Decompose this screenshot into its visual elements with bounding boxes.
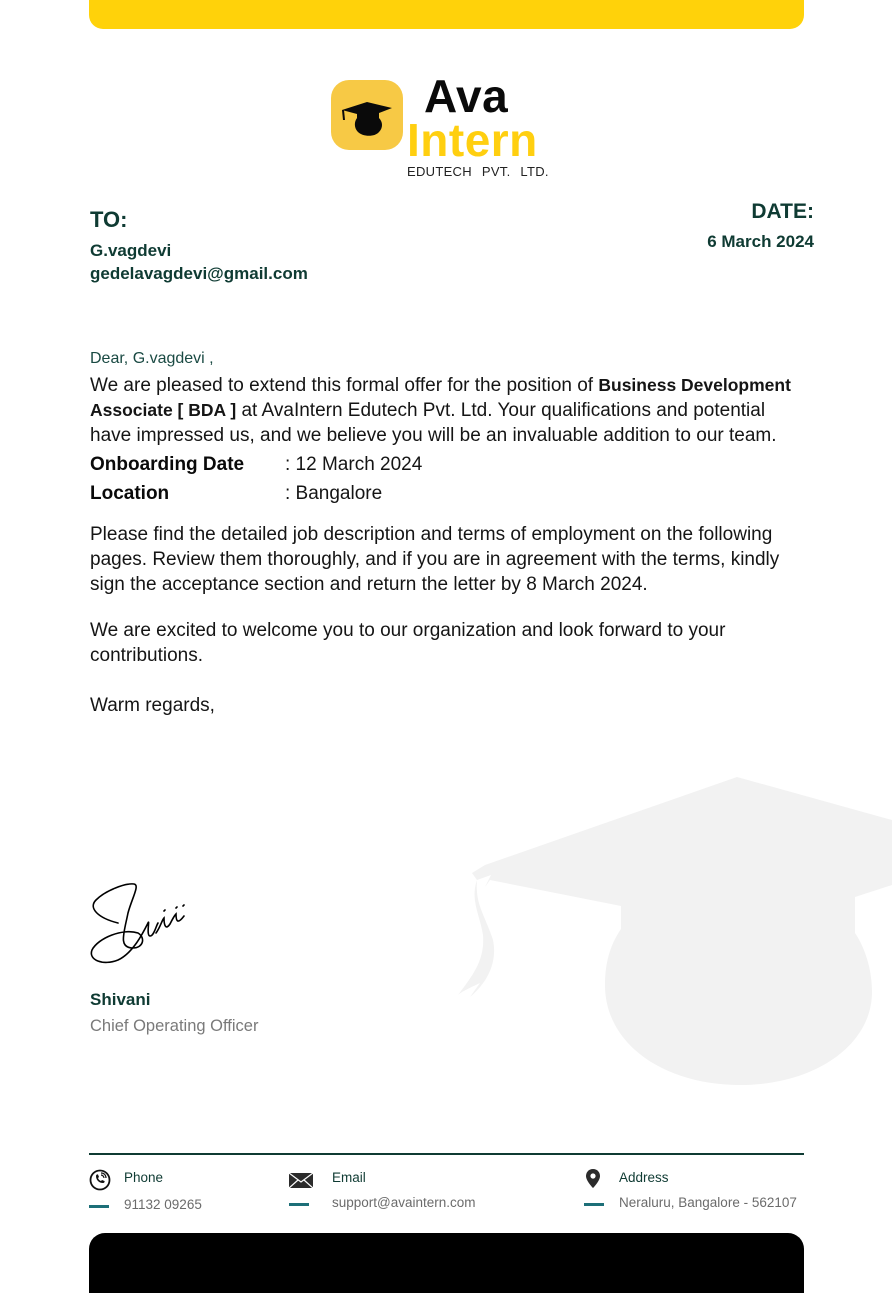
footer-divider — [89, 1153, 804, 1155]
graduation-cap-icon — [331, 80, 403, 150]
phone-number[interactable]: 91132 09265 — [124, 1197, 202, 1212]
detail-value: : Bangalore — [285, 483, 383, 504]
location-pin-icon — [584, 1167, 608, 1191]
welcome-paragraph: We are excited to welcome you to our organization and look forward to your contributions. — [90, 620, 726, 666]
signatory-block — [90, 990, 258, 1036]
signature-image — [88, 878, 192, 968]
intro-text-after: at AvaIntern Edutech Pvt. Ltd. Your qualifications and potential have impressed us, and we believe you will be an invaluable addition to our team. — [90, 400, 777, 446]
logo-text-ava: Ava — [424, 70, 509, 122]
signatory-title: Chief Operating Officer — [90, 1017, 259, 1035]
terms-paragraph: Please find the detailed job description and terms of employment on the following pages. Review them thoroughly, and if you are in agreement with the terms, kindly sign the acceptance section and return the letter by 8 March 2024. — [90, 524, 780, 595]
contact-label: Email — [332, 1170, 366, 1185]
mail-icon — [289, 1169, 313, 1193]
contact-dash — [89, 1205, 109, 1208]
intro-text-before: We are pleased to extend this formal offer for the position of — [90, 375, 599, 396]
date-label: DATE: — [751, 200, 814, 223]
detail-value: : 12 March 2024 — [285, 454, 423, 475]
detail-label: Location — [90, 483, 170, 504]
contact-dash — [584, 1203, 604, 1206]
detail-label: Onboarding Date — [90, 454, 245, 475]
bottom-accent-bar — [89, 1233, 804, 1293]
letter-date: 6 March 2024 — [707, 232, 814, 251]
recipient-block — [90, 207, 308, 285]
postal-address: Neraluru, Bangalore - 562107 — [619, 1195, 797, 1210]
detail-row-location — [90, 479, 810, 508]
recipient-email: gedelavagdevi@gmail.com — [90, 264, 308, 283]
email-address[interactable]: support@avaintern.com — [332, 1195, 476, 1210]
top-accent-bar — [89, 0, 804, 29]
closing: Warm regards, — [90, 695, 215, 716]
contact-label: Phone — [124, 1170, 164, 1185]
to-label: TO: — [90, 207, 128, 232]
date-block — [707, 200, 814, 252]
company-logo — [330, 72, 570, 184]
phone-icon — [89, 1167, 113, 1191]
contact-dash — [289, 1203, 309, 1206]
logo-badge — [331, 80, 403, 150]
recipient-name: G.vagdevi — [90, 241, 172, 260]
logo-text-intern: Intern — [407, 114, 538, 166]
letter-body — [90, 350, 810, 718]
offer-details — [90, 450, 810, 508]
signatory-name: Shivani — [90, 990, 151, 1009]
logo-subtitle: EDUTECH PVT. LTD. — [407, 164, 549, 179]
salutation: Dear, G.vagdevi , — [90, 350, 214, 367]
position-title: Business Development Associate [ BDA ] — [90, 375, 791, 420]
contact-label: Address — [619, 1170, 669, 1185]
intro-paragraph — [90, 373, 810, 448]
detail-row-onboarding — [90, 450, 810, 479]
graduation-cap-watermark-icon — [455, 775, 892, 1090]
